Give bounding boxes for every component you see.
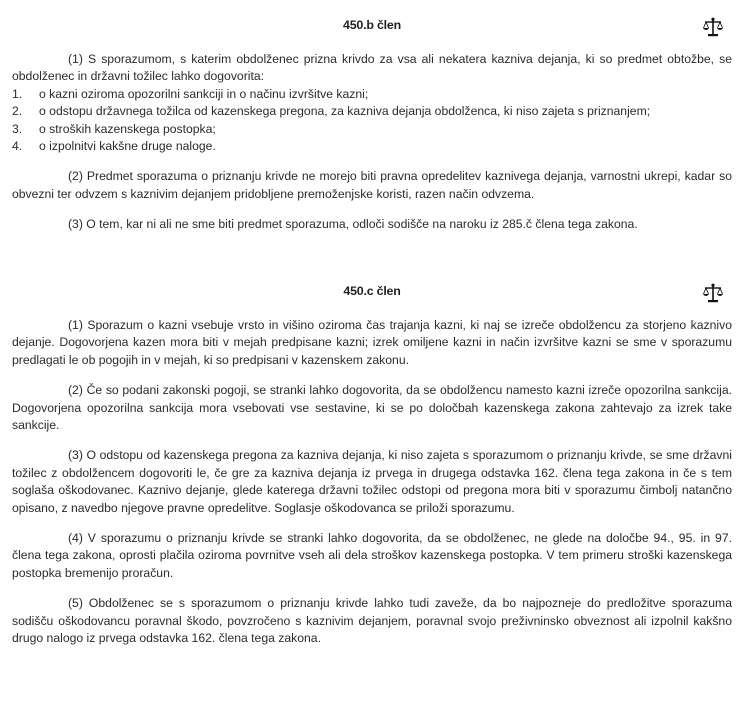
list-item	[12, 138, 732, 155]
article-title: 450.c člen	[343, 284, 401, 298]
paragraph-text: (2) Predmet sporazuma o priznanju krivde ne morejo biti pravna opredelitev kaznivega dejanja, varnostni ukrepi, kadar so obvezni ter odvzem s kaznivim dejanjem pridobljene premoženjske koristi, razen način odvzema.	[12, 169, 732, 201]
paragraph	[12, 317, 732, 369]
scale-icon[interactable]	[702, 282, 724, 304]
paragraph-text: (5) Obdolženec se s sporazumom o priznanju krivde lahko tudi zaveže, da bo najpozneje do predložitve sporazuma sodišču oškodovancu poravnal škodo, povzročeno s kaznivim dejanjem, poravnal svojo preživninsko obveznost ali izpolnil kakšno drugo nalogo iz prvega odstavka 162. člena tega zakona.	[12, 596, 732, 646]
list-number: 4.	[12, 139, 23, 154]
list-number: 2.	[12, 104, 23, 119]
agreement-items-list	[12, 86, 732, 156]
list-item	[12, 86, 732, 103]
paragraph	[12, 447, 732, 517]
article-header	[12, 17, 732, 37]
list-text: o odstopu državnega tožilca od kazenskega pregona, za kazniva dejanja obdolženca, ki niso zajeta s priznanjem;	[39, 104, 651, 119]
paragraph-text: (2) Če so podani zakonski pogoji, se stranki lahko dogovorita, da se obdolžencu namesto kazni izreče opozorilna sankcija. Dogovorjena opozorilna sankcija mora vsebovati vse sestavine, ki se po določbah kazenskega zakona zahtevajo za izrek take sankcije.	[12, 383, 732, 433]
article-450c	[0, 283, 741, 648]
paragraph-text: (4) V sporazumu o priznanju krivde se stranki lahko dogovorita, da se obdolženec, ne glede na določbe 94., 95. in 97. člena tega zakona, oprosti plačila oziroma povrnitve vseh ali dela stroškov kazenskega postopka. V tem primeru stroški kazenskega postopka bremenijo proračun.	[12, 531, 732, 580]
list-item	[12, 121, 732, 138]
list-number: 3.	[12, 121, 23, 136]
paragraph-text: (3) O odstopu od kazenskega pregona za kazniva dejanja, ki niso zajeta s sporazumom o priznanju krivde, se sme državni tožilec z obdolžencem dogovoriti le, če gre za kazniva dejanja iz prvega in drugega odstavka 162. člena tega zakona in če s tem soglaša oškodovanec. Kaznivo dejanje, glede katerega državni tožilec odstopi od pregona mora biti v sporazumu čimbolj natančno opisano, z navedbo njegove pravne opredelitve. Soglasje oškodovanca se priloži sporazumu.	[12, 448, 732, 515]
article-header	[12, 283, 732, 303]
paragraph	[12, 216, 732, 233]
paragraph	[12, 168, 732, 203]
list-text: o izpolnitvi kakšne druge naloge.	[39, 139, 216, 154]
scale-icon[interactable]	[702, 16, 724, 38]
list-number: 1.	[12, 86, 23, 101]
paragraph	[12, 595, 732, 647]
list-text: o stroških kazenskega postopka;	[39, 121, 216, 136]
paragraph-text: (1) Sporazum o kazni vsebuje vrsto in višino oziroma čas trajanja kazni, ki naj se izreče obdolžencu za storjeno kaznivo dejanje. Dogovorjena kazen mora biti v mejah predpisane kazni; izrek omiljene kazni in način izvršitve kazni se sme v sporazumu predlagati le ob pogojih in v mejah, ki so predpisani v kazenskem zakonu.	[12, 318, 732, 367]
article-title: 450.b člen	[343, 18, 401, 32]
list-text: o kazni oziroma opozorilni sankciji in o načinu izvršitve kazni;	[39, 86, 369, 101]
paragraph	[12, 382, 732, 434]
paragraph-text: (3) O tem, kar ni ali ne sme biti predmet sporazuma, odloči sodišče na naroku iz 285.č člena tega zakona.	[68, 217, 638, 232]
list-item	[12, 103, 732, 120]
article-450b	[0, 17, 741, 234]
paragraph	[12, 530, 732, 582]
paragraph	[12, 51, 732, 86]
paragraph-text: (1) S sporazumom, s katerim obdolženec prizna krivdo za vsa ali nekatera kazniva dejanja, ki so predmet obtožbe, se obdolženec in državni tožilec lahko dogovorita:	[12, 52, 732, 84]
